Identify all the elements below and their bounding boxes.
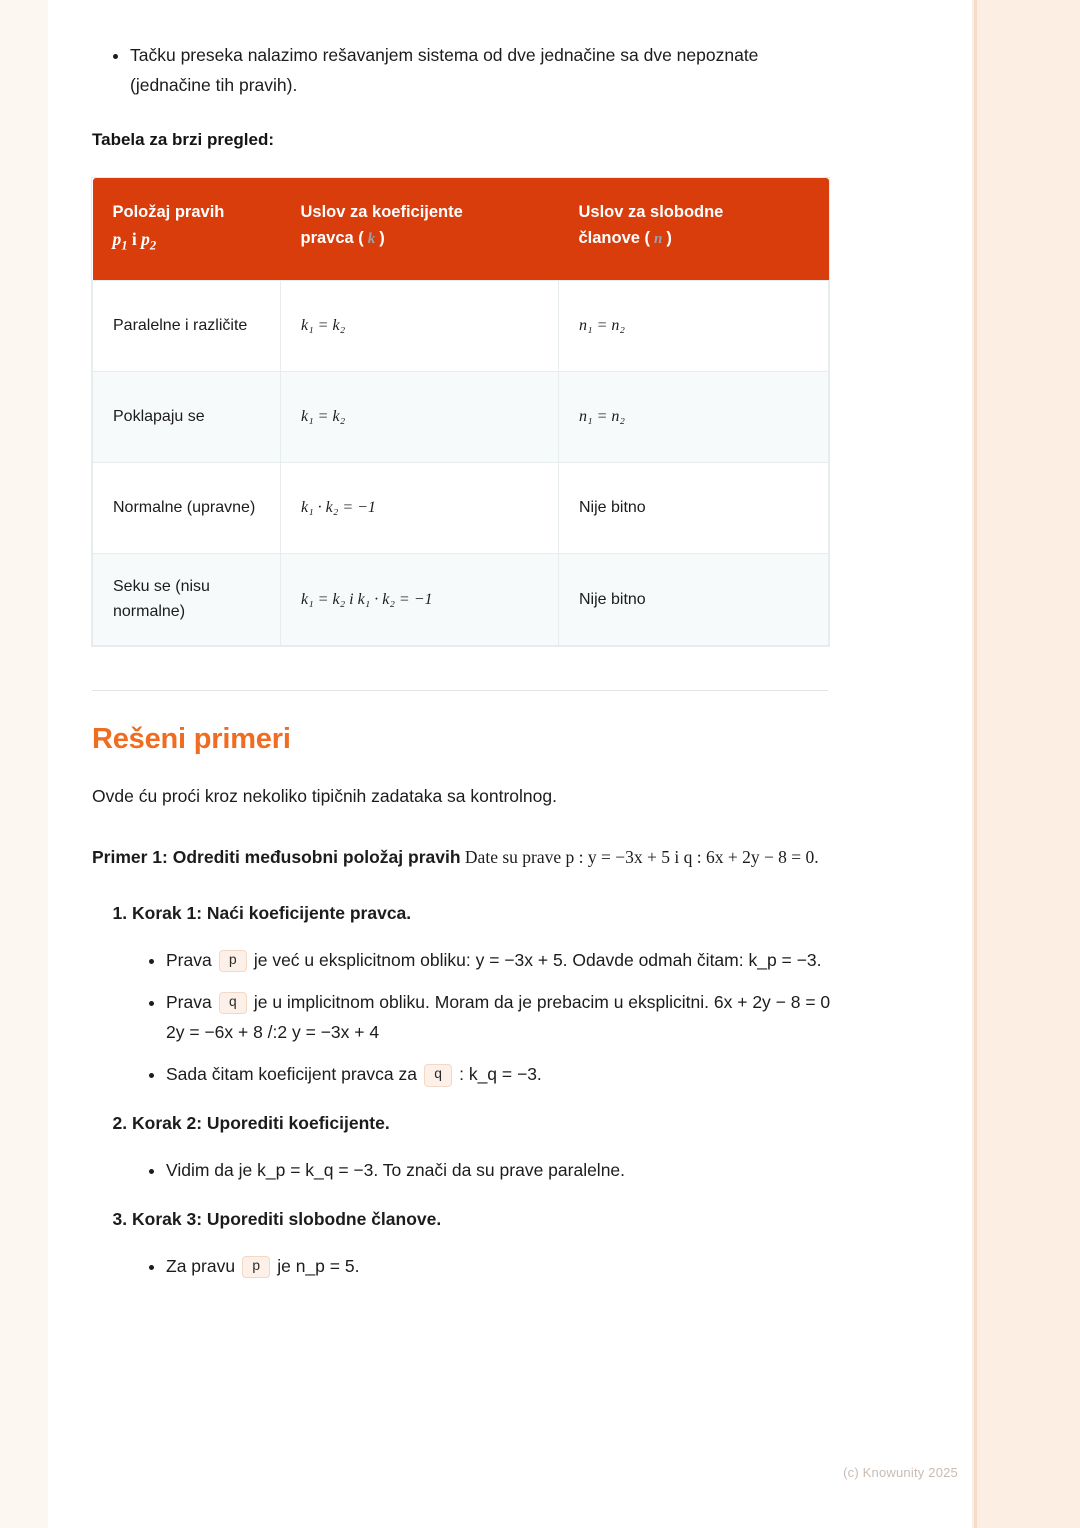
inline-code-q: q	[424, 1064, 452, 1087]
header-symbol-n: članove ( n )	[578, 228, 672, 247]
left-margin-strip	[0, 0, 48, 1528]
document-content	[92, 40, 832, 1301]
table-row	[93, 280, 829, 371]
n-symbol: n	[654, 230, 663, 247]
table-header-coefficients: Uslov za koeficijente pravca ( k )	[281, 178, 559, 280]
k-symbol: k	[367, 230, 376, 247]
list-item: • Vidim da je k_p = k_q = −3. To znači da su prave paralelne.	[166, 1155, 832, 1185]
step-item	[132, 1205, 832, 1281]
cell-position: Paralelne i različite	[93, 280, 281, 371]
header-symbol-k: pravca ( k )	[300, 228, 385, 247]
step-title: Korak 3: Uporediti slobodne članove.	[132, 1208, 442, 1229]
table-row	[93, 371, 829, 462]
cell-position: Poklapaju se	[93, 371, 281, 462]
inline-code-p: p	[219, 950, 247, 973]
step-bullets	[132, 1251, 832, 1281]
list-item: • Prava p je već u eksplicitnom obliku: y = −3x + 5. Odavde odmah čitam: k_p = −3.	[166, 945, 832, 975]
table-header-free-terms: Uslov za slobodne članove ( n )	[559, 178, 829, 280]
example-text: Date su prave p : y = −3x + 5 i q : 6x + 2y − 8 = 0.	[460, 846, 819, 867]
step-item	[132, 1109, 832, 1185]
list-item: • Sada čitam koeficijent pravca za q : k_q = −3.	[166, 1059, 832, 1089]
cell-free-term: n₁ = n₂	[559, 371, 829, 462]
list-item: • Za pravu p je n_p = 5.	[166, 1251, 832, 1281]
step-title: Korak 1: Naći koeficijente pravca.	[132, 902, 412, 923]
example-title: Primer 1: Odrediti međusobni položaj pravih	[92, 846, 461, 867]
summary-table	[92, 178, 829, 646]
step-title: Korak 2: Uporediti koeficijente.	[132, 1112, 390, 1133]
copyright-notice: (c) Knowunity 2025	[843, 1465, 958, 1480]
list-item: • Tačku preseka nalazimo rešavanjem sistema od dve jednačine sa dve nepoznate (jednačine tih pravih).	[130, 40, 832, 100]
table-header-row	[93, 178, 829, 280]
table-caption: Tabela za brzi pregled:	[92, 130, 275, 150]
table-row	[93, 553, 829, 645]
cell-free-term: Nije bitno	[559, 462, 829, 553]
list-item: • Prava q je u implicitnom obliku. Moram da je prebacim u eksplicitni. 6x + 2y − 8 = 0 2y = −6x + 8 /:2 y = −3x + 4	[166, 987, 832, 1047]
step-bullets	[132, 945, 832, 1089]
steps-list	[92, 899, 832, 1281]
cell-coefficient: k₁ = k₂ i k₁ · k₂ = −1	[281, 553, 559, 645]
table-row	[93, 462, 829, 553]
cell-position: Seku se (nisu normalne)	[93, 553, 281, 645]
cell-position: Normalne (upravne)	[93, 462, 281, 553]
cell-coefficient: k₁ = k₂	[281, 280, 559, 371]
inline-code-q: q	[219, 992, 247, 1015]
step-item	[132, 899, 832, 1089]
intro-bullet-list	[92, 40, 832, 100]
inline-code-p: p	[242, 1256, 270, 1279]
section-intro: Ovde ću proći kroz nekoliko tipičnih zadataka sa kontrolnog.	[92, 785, 557, 806]
section-title: Rešeni primeri	[92, 722, 291, 755]
header-symbols-p: $p_1$ i $p_2$	[112, 228, 157, 253]
cell-free-term: Nije bitno	[559, 553, 829, 645]
section-divider	[92, 690, 828, 691]
cell-coefficient: k₁ · k₂ = −1	[281, 462, 559, 553]
example-paragraph	[92, 842, 832, 873]
table-header-position: Položaj pravih $p_1$ i $p_2$	[93, 178, 281, 280]
cell-coefficient: k₁ = k₂	[281, 371, 559, 462]
right-margin-strip	[972, 0, 1080, 1528]
cell-free-term: n₁ = n₂	[559, 280, 829, 371]
right-margin-divider	[974, 0, 977, 1528]
step-bullets	[132, 1155, 832, 1185]
